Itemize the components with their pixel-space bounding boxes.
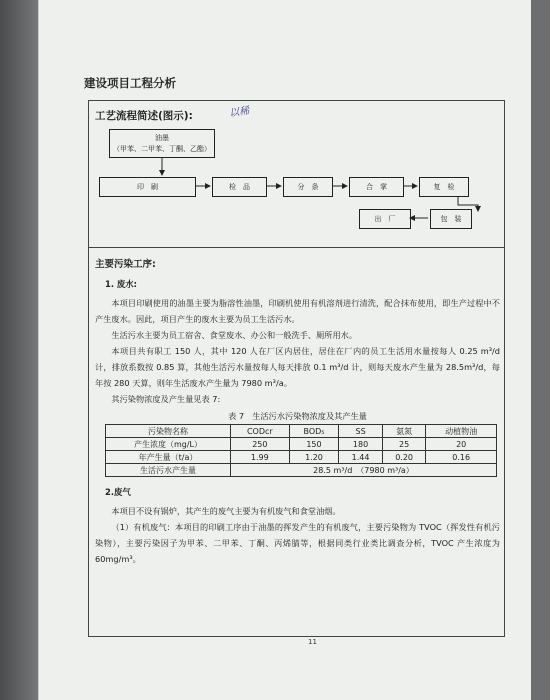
wastewater-paragraph-2: 生活污水主要为员工宿舍、食堂废水、办公和一般洗手、厕所用水。 [111, 330, 358, 340]
page-number: 11 [308, 638, 317, 646]
table-header-cell: BOD₅ [289, 425, 339, 438]
section-title: 建设项目工程分析 [84, 76, 176, 90]
table-cell: 150 [289, 438, 339, 451]
table-cell: 250 [231, 438, 290, 451]
ink-solvents: （甲苯、二甲苯、丁酮、乙酯） [113, 144, 211, 153]
flow-step-shipping: 出 厂 [359, 209, 411, 229]
table-cell: 25 [382, 438, 426, 451]
table-cell: 0.16 [426, 451, 497, 464]
table-cell: 0.20 [382, 451, 426, 464]
table-cell: 20 [426, 438, 497, 451]
table-row [106, 438, 497, 451]
wastewater-paragraph-3: 本项目共有职工 150 人，其中 120 人在厂区内居住，居住在厂内的员工生活用水量按每人 0.25 m³/d 计，排放系数按 0.85 算，其他生活污水量按每人每天排放 0.1 m³/d 计，则每天废水产生量为 28.5m³/d，每年按 280 天算，则年生活废水产生量为 7980 m³/a。 [95, 346, 500, 388]
flow-step-reinspection: 复 检 [419, 177, 469, 197]
table-header-cell: CODcr [231, 425, 290, 438]
document-page [38, 0, 531, 700]
table-cell: 产生浓度（mg/L） [106, 438, 231, 451]
pollution-section [95, 256, 500, 567]
pollutant-table [105, 424, 497, 477]
ink-label: 油墨 [155, 133, 169, 142]
exhaust-heading: 2.废气 [105, 487, 131, 497]
table-cell: 生活污水产生量 [106, 464, 231, 477]
handwritten-note: 以稀 [228, 105, 250, 120]
content-frame [88, 100, 505, 637]
table-header-cell: 污染物名称 [106, 425, 231, 438]
exhaust-paragraph-1: 本项目不设有锅炉，其产生的废气主要为有机废气和食堂油烟。 [111, 506, 341, 516]
table-header-row [106, 425, 497, 438]
table-cell: 28.5 m³/d （7980 m³/a） [231, 464, 497, 477]
flow-step-printing: 印 刷 [99, 177, 196, 197]
table-cell: 年产生量（t/a） [106, 451, 231, 464]
table-cell: 1.20 [289, 451, 339, 464]
wastewater-paragraph-4: 其污染物浓度及产生量见表 7: [111, 394, 221, 404]
ink-input-box [109, 129, 215, 158]
table-row [106, 464, 497, 477]
process-title: 工艺流程简述(图示): [95, 110, 193, 122]
table-cell: 1.44 [339, 451, 383, 464]
flow-step-inspection: 检 品 [212, 177, 267, 197]
pollution-heading: 主要污染工序: [95, 259, 156, 270]
wastewater-heading: 1. 废水: [105, 279, 138, 289]
section-divider [89, 247, 504, 248]
table-row [106, 451, 497, 464]
table-cell: 1.99 [231, 451, 290, 464]
flow-step-packing: 包 装 [430, 209, 472, 229]
table-header-cell: 氨氮 [382, 425, 426, 438]
exhaust-paragraph-2: （1）有机废气：本项目的印刷工序由于油墨的挥发产生的有机废气，主要污染物为 TVOC（挥发性有机污染物），主要污染因子为甲苯、二甲苯、丁酮、丙烯腈等，根据同类行业类比调查分析，TVOC 产生浓度为 60mg/m³。 [95, 522, 500, 564]
table-cell: 180 [339, 438, 383, 451]
table-header-cell: SS [339, 425, 383, 438]
flow-step-laminating: 合 掌 [349, 177, 404, 197]
table-header-cell: 动植物油 [426, 425, 497, 438]
table-caption: 表 7 生活污水污染物浓度及其产生量 [228, 411, 367, 421]
flow-step-slitting: 分 条 [283, 177, 333, 197]
wastewater-paragraph-1: 本项目印刷使用的油墨主要为脂溶性油墨，印刷机使用有机溶剂进行清洗，配合抹布使用，即生产过程中不产生废水。因此，项目产生的废水主要为员工生活污水。 [95, 298, 500, 324]
